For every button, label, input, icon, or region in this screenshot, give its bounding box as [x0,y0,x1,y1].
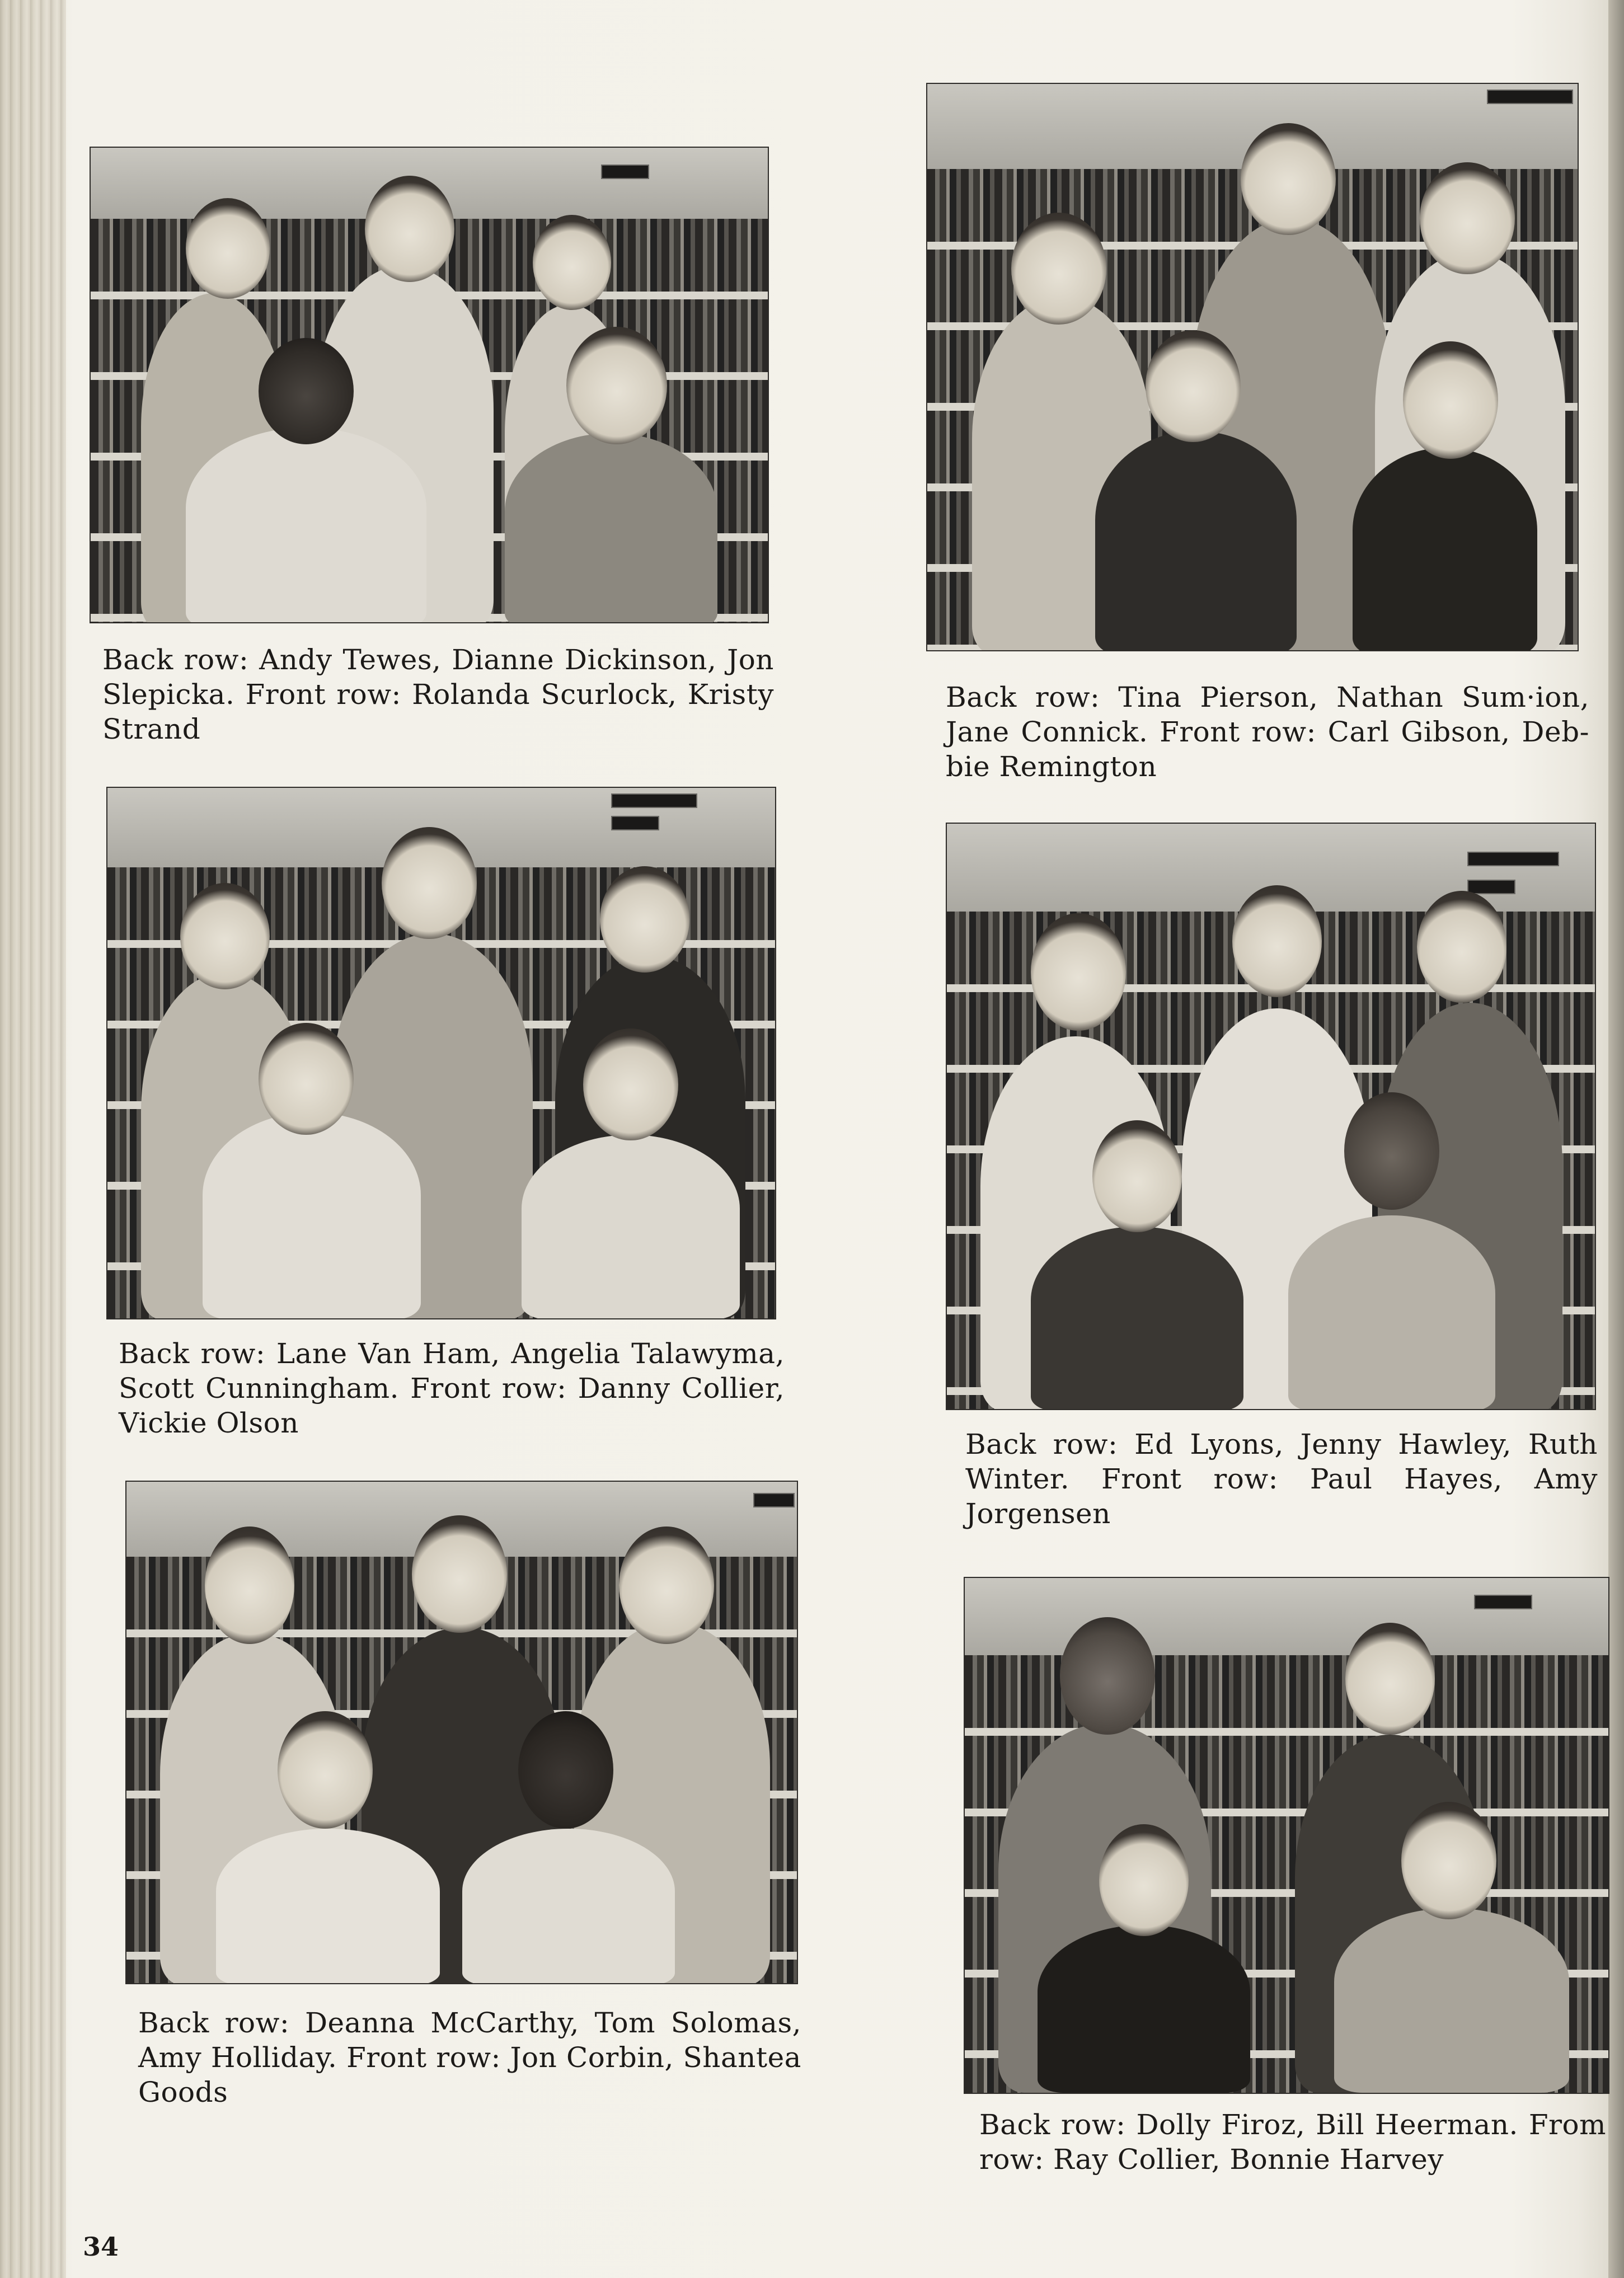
student-face [205,1527,294,1644]
student-figure [216,1829,440,1984]
student-figure [505,433,717,623]
shelf-sign [1487,90,1573,104]
shelf-sign [601,165,649,179]
student-face [518,1711,613,1829]
student-face [412,1515,507,1633]
student-face [619,1527,714,1644]
student-figure [462,1829,675,1984]
class-photo-5 [125,1481,798,1984]
student-face [1146,330,1241,442]
student-face [1241,123,1336,235]
student-figure [1031,1227,1243,1410]
student-face [259,1023,354,1135]
student-figure [1353,448,1537,651]
student-face [1403,341,1498,459]
photo-caption-1: Back row: Andy Tewes, Dianne Dickinson, Jon Slepicka. Front row: Rolanda Scurlock, Kristy Strand [102,644,774,745]
student-face [1344,1092,1439,1210]
student-figure [203,1112,421,1319]
student-figure [186,428,426,623]
student-face [365,176,454,282]
student-face [1031,913,1126,1031]
photo-caption-6: Back row: Dolly Firoz, Bill Heerman. From row: Ray Collier, Bonnie Harvey [979,2108,1606,2176]
student-face [278,1711,373,1829]
student-face [533,215,611,310]
student-face [1345,1623,1435,1735]
class-photo-2 [926,83,1579,651]
student-figure [1334,1908,1569,2093]
page-number: 34 [83,2232,119,2262]
student-face [1011,213,1106,325]
photo-caption-5: Back row: Deanna McCarthy, Tom Solomas, Amy Holliday. Front row: Jon Corbin, Shantea Goods [138,2007,801,2108]
student-face [186,198,270,299]
student-figure [522,1135,740,1319]
student-face [1099,1824,1189,1936]
student-face [1420,162,1515,274]
page-edge [1608,0,1624,2278]
photo-caption-2: Back row: Tina Pierson, Nathan Sum·ion, Jane Connick. Front row: Carl Gibson, Deb-bie Remington [946,681,1589,783]
student-face [1232,885,1322,997]
student-face [180,883,270,989]
student-figure [1038,1925,1250,2093]
book-spine [0,0,66,2278]
student-face [583,1028,678,1140]
class-photo-6 [964,1577,1609,2094]
student-face [1417,891,1506,1003]
student-face [1092,1120,1182,1232]
student-face [382,827,477,939]
shelf-sign [611,793,697,808]
shelf-sign [611,816,659,830]
shelf-sign [1474,1595,1532,1609]
class-photo-3 [106,787,776,1319]
student-figure [1288,1215,1495,1410]
shelf-sign [1467,880,1515,894]
photo-caption-4: Back row: Ed Lyons, Jenny Hawley, Ruth Winter. Front row: Paul Hayes, Amy Jorgensen [965,1428,1598,1530]
student-face [1060,1617,1155,1735]
student-face [1401,1802,1496,1919]
shelf-sign [753,1493,795,1507]
student-face [600,866,689,973]
student-face [566,327,667,444]
class-photo-4 [946,823,1596,1410]
class-photo-1 [90,147,769,623]
shelf-sign [1467,852,1559,866]
student-figure [1095,431,1297,651]
student-face [259,338,354,444]
photo-caption-3: Back row: Lane Van Ham, Angelia Talawyma, Scott Cunningham. Front row: Danny Collier, Vickie Olson [119,1337,785,1439]
